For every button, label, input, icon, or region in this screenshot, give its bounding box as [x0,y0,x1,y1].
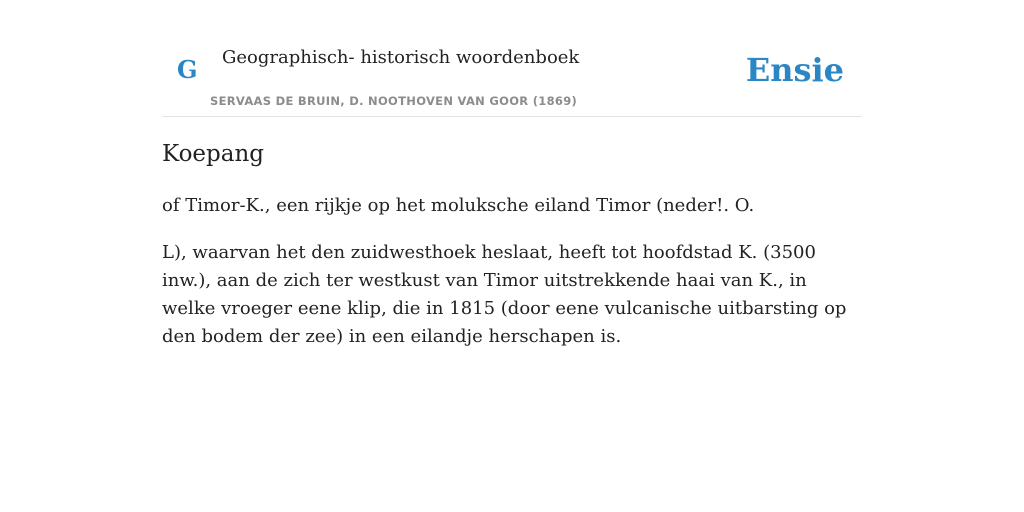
book-logo[interactable]: G [177,55,198,84]
book-header [162,0,862,117]
ensie-logo[interactable]: Ensie [745,51,844,89]
entry-paragraph: L), waarvan het den zuidwesthoek heslaat, heeft tot hoofdstad K. (3500 inw.), aan de zich ter westkust van Timor uitstrekkende haai van K., in welke vroeger eene klip, die in 1815 (door eene vulcanische uitbarsting op den bodem der zee) in een eilandje herschapen is. [162,242,847,347]
entry-content [162,138,862,351]
entry-title: Koepang [162,141,264,167]
book-author: SERVAAS DE BRUIN, D. NOOTHOVEN VAN GOOR (1869) [210,94,578,108]
book-title[interactable]: Geographisch- historisch woordenboek [222,47,580,68]
entry-paragraph: of Timor-K., een rijkje op het moluksche eiland Timor (neder!. O. [162,195,755,216]
